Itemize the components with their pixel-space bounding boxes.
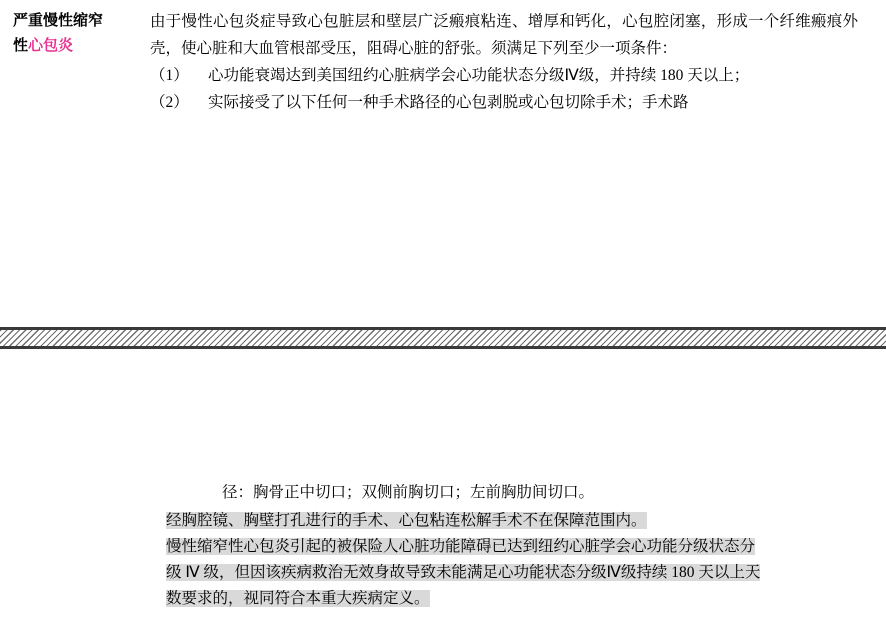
highlighted-text: 经胸腔镜、胸壁打孔进行的手术、心包粘连松解手术不在保障范围内。 — [166, 512, 647, 529]
continuation-first-line: 径：胸骨正中切口；双侧前胸切口；左前胸肋间切口。 — [222, 484, 595, 501]
list-item-text: 心功能衰竭达到美国纽约心脏病学会心功能状态分级Ⅳ级，并持续 180 天以上； — [208, 67, 750, 84]
continuation-text — [0, 480, 886, 612]
term-label-line2 — [13, 33, 150, 58]
list-item-text: 实际接受了以下任何一种手术路径的心包剥脱或心包切除手术；手术路 — [208, 94, 689, 111]
term-label — [0, 0, 150, 58]
definition-paragraph: 由于慢性心包炎症导致心包脏层和壁层广泛瘢痕粘连、增厚和钙化，心包腔闭塞，形成一个纤维瘢痕外壳，使心脏和大血管根部受压，阻碍心脏的舒张。须满足下列至少一项条件： — [150, 13, 858, 57]
definition-condition-list — [150, 62, 858, 116]
definition-row — [0, 0, 886, 116]
definition-text — [150, 0, 870, 116]
highlighted-paragraph — [166, 508, 766, 534]
separator-line-bottom — [0, 346, 886, 349]
list-item-number: （2） — [150, 94, 189, 111]
highlighted-block — [0, 508, 886, 612]
term-label-line2-accent: 心包炎 — [28, 37, 74, 54]
term-label-line2-black: 性 — [13, 37, 29, 54]
list-item — [150, 89, 858, 116]
list-item — [150, 62, 858, 89]
list-item-number: （1） — [150, 67, 189, 84]
separator-hatch-pattern — [0, 330, 886, 346]
term-label-line1: 严重慢性缩窄 — [13, 12, 104, 29]
highlighted-text: 慢性缩窄性心包炎引起的被保险人心脏功能障碍已达到纽约心脏学会心功能分级状态分级 Ⅳ 级，但因该疾病救治无效身故导致未能满足心功能状态分级Ⅳ级持续 180 天以上天数要求的，视同符合本重大疾病定义。 — [166, 538, 761, 607]
page-break-separator — [0, 327, 886, 349]
highlighted-paragraph — [166, 534, 766, 612]
